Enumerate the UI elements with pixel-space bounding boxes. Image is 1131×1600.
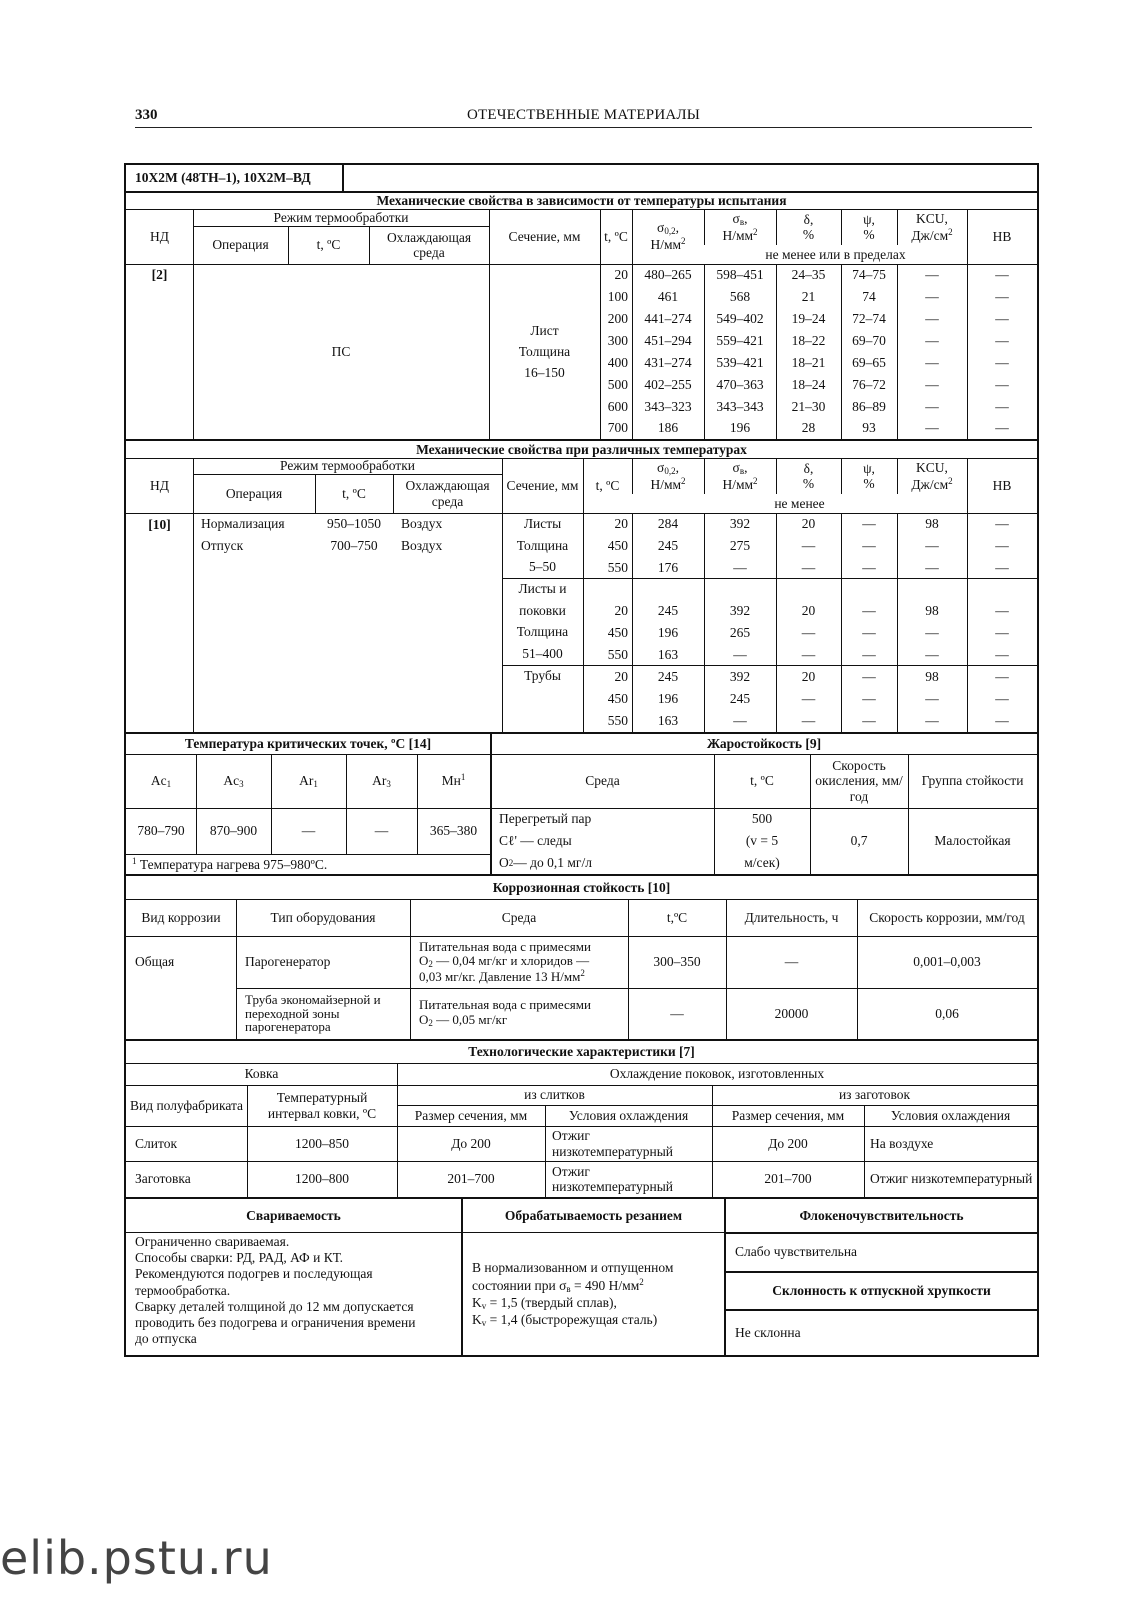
grade-name: 10Х2М (48ТН–1), 10Х2М–ВД	[135, 170, 311, 186]
data-cell: —	[995, 354, 1009, 370]
col-nd: НД	[150, 228, 169, 244]
corr-col-equipment: Тип оборудования	[270, 909, 376, 925]
data-cell: —	[995, 713, 1009, 729]
data-cell: —	[801, 559, 816, 575]
data-cell: —	[995, 376, 1009, 392]
data-cell: —	[733, 646, 747, 662]
section-line	[502, 687, 583, 709]
data-cell	[897, 578, 967, 600]
data-cell: 98	[925, 668, 939, 684]
page-number: 330	[135, 107, 158, 123]
section-title: Механические свойства при различных температурах	[416, 441, 747, 457]
cond-blank-2: Отжиг низкотемпературный	[870, 1171, 1033, 1187]
col-tensile-strength: $\sigma_в$, $Н/мм^2$	[722, 459, 758, 492]
data-cell: —	[925, 559, 939, 575]
data-cell: 441–274	[644, 311, 692, 327]
data-cell	[967, 578, 1037, 600]
crit-value: 365–380	[429, 823, 478, 839]
data-cell: 18–22	[791, 332, 826, 348]
data-cell: 69–65	[852, 354, 886, 370]
interval-ingot: 1200–850	[295, 1135, 349, 1151]
corr-col-temp: t,ºС	[666, 909, 688, 925]
data-cell: 18–21	[791, 354, 826, 370]
section-line: поковки	[519, 602, 566, 618]
crit-value: 870–900	[209, 823, 258, 839]
heat-environment: Перегретый пар Cℓ' — следы O 2 — до 0,1 мг/л	[499, 811, 592, 870]
col-cond-2: Условия охлаждения	[890, 1107, 1011, 1123]
data-cell: 93	[862, 420, 876, 436]
data-cell: —	[995, 624, 1009, 640]
data-cell: —	[801, 537, 816, 553]
data-cell: 21–30	[791, 398, 826, 414]
equipment-economizer-pipe: Труба экономайзерной и переходной зоны парогенератора	[245, 992, 381, 1035]
section-title: Технологические характеристики [7]	[468, 1044, 695, 1060]
data-cell: —	[801, 690, 816, 706]
heat-col-rate: Скорость окисления, мм/год	[815, 758, 903, 804]
corr-col-duration: Длительность, ч	[744, 909, 839, 925]
col-size-2: Размер сечения, мм	[731, 1107, 845, 1123]
col-treatment-temp: t, ºС	[342, 485, 366, 501]
col-elongation: δ, %	[802, 460, 815, 491]
duration-2: 20000	[774, 1005, 809, 1021]
data-cell: —	[925, 624, 939, 640]
col-yield-strength: $\sigma_{0,2}$, $Н/мм^2$	[650, 459, 686, 492]
heat-resistance-group: Малостойкая	[934, 833, 1011, 849]
data-cell	[704, 578, 776, 600]
temper-brittleness-value: Не склонна	[735, 1324, 801, 1340]
from-ingots: из слитков	[524, 1087, 585, 1103]
data-cell: 284	[657, 516, 679, 532]
data-cell: 450	[607, 537, 628, 553]
data-cell: 461	[657, 289, 679, 305]
site-watermark: elib.pstu.ru	[0, 1531, 273, 1585]
section-cell: Лист Толщина 16–150	[518, 323, 571, 380]
data-cell	[583, 578, 632, 600]
data-cell	[776, 578, 841, 600]
data-cell: 21	[801, 289, 816, 305]
col-cooling-medium: Охлаждающая среда	[386, 229, 472, 260]
cond-ingot-2: Отжиг низкотемпературный	[552, 1163, 674, 1194]
data-cell: 549–402	[716, 311, 764, 327]
data-cell	[841, 578, 897, 600]
data-cell: 245	[657, 537, 679, 553]
col-impact-toughness: KCU, $Дж/см^2$	[911, 211, 953, 243]
temp-1: 300–350	[653, 954, 701, 970]
data-cell: —	[925, 420, 939, 436]
machinability-title: Обрабатываемость резанием	[504, 1207, 683, 1223]
data-cell: 245	[657, 603, 679, 619]
data-cell: —	[995, 332, 1009, 348]
data-cell: 72–74	[852, 311, 886, 327]
nd-reference: [2]	[151, 267, 168, 282]
data-cell: —	[862, 646, 876, 662]
data-cell: —	[801, 713, 816, 729]
data-cell: —	[925, 690, 939, 706]
size-ingot-2: 201–700	[447, 1171, 495, 1187]
section-line: Толщина	[516, 624, 569, 640]
data-cell: —	[995, 289, 1009, 305]
data-cell: —	[925, 267, 939, 283]
data-cell: 550	[607, 713, 628, 729]
crit-footnote: $^1$ Температура нагрева 975–980ºС.	[132, 855, 328, 872]
section-line	[502, 710, 583, 732]
data-cell: 196	[657, 690, 679, 706]
heat-oxidation-rate: 0,7	[850, 833, 868, 849]
data-cell: —	[925, 646, 939, 662]
weld-machining-flaking	[126, 1197, 1037, 1355]
data-cell: 568	[729, 289, 751, 305]
temp-2: —	[670, 1005, 684, 1021]
data-cell: 24–35	[791, 267, 826, 283]
data-cell: 598–451	[716, 267, 764, 283]
data-cell: 20	[614, 267, 628, 283]
crit-title: Температура критических точек, ºС [14]	[184, 736, 432, 752]
data-cell: 20	[801, 516, 816, 532]
data-cell: 20	[614, 603, 628, 619]
col-reduction-area: ψ, %	[863, 460, 875, 491]
col-yield-strength: $\sigma_{0,2}$, $Н/мм^2$	[650, 220, 686, 253]
col-cond-1: Условия охлаждения	[568, 1107, 689, 1123]
data-cell: 392	[729, 603, 751, 619]
corr-col-type: Вид коррозии	[141, 909, 221, 925]
treatment-temps: 950–1050 700–750	[327, 516, 381, 553]
col-operation: Операция	[225, 485, 283, 501]
data-cell: 20	[614, 516, 628, 532]
col-test-temp: t, ºС	[595, 477, 620, 493]
col-heat-treatment: Режим термообработки	[273, 209, 409, 225]
data-cell: —	[862, 713, 876, 729]
data-cell: 196	[657, 624, 679, 640]
data-cell: —	[995, 646, 1009, 662]
running-title: ОТЕЧЕСТВЕННЫЕ МАТЕРИАЛЫ	[466, 107, 701, 123]
data-cell: 86–89	[852, 398, 886, 414]
data-cell: —	[925, 289, 939, 305]
col-reduction-area: ψ, %	[863, 211, 875, 242]
rate-1: 0,001–0,003	[913, 954, 981, 970]
data-cell: —	[995, 267, 1009, 283]
section-line: Толщина	[516, 537, 569, 553]
col-elongation: δ, %	[802, 211, 815, 242]
data-cell: —	[995, 516, 1009, 532]
col-nd: НД	[150, 477, 169, 493]
critical-points-and-heat-resistance	[126, 732, 1037, 874]
data-cell: —	[925, 354, 939, 370]
treatment-mode: ПС	[331, 343, 351, 359]
section-title: Механические свойства в зависимости от температуры испытания	[376, 193, 787, 209]
data-cell: 98	[925, 603, 939, 619]
data-cell: —	[801, 624, 816, 640]
data-cell: —	[925, 398, 939, 414]
data-cell: 20	[801, 603, 816, 619]
section-g2	[502, 578, 583, 665]
data-cell: 265	[729, 624, 751, 640]
data-cell: 470–363	[716, 376, 764, 392]
data-cell: —	[995, 311, 1009, 327]
data-cell: —	[925, 376, 939, 392]
data-cell: 100	[607, 289, 628, 305]
heat-col-group: Группа стойкости	[921, 773, 1024, 789]
col-size-1: Размер сечения, мм	[414, 1107, 528, 1123]
data-cell: —	[862, 624, 876, 640]
data-cell: 76–72	[852, 376, 886, 392]
data-cell: 402–255	[644, 376, 692, 392]
data-cell: 74	[862, 289, 876, 305]
data-cell: —	[925, 537, 939, 553]
corrosion-kind: Общая	[135, 954, 175, 970]
from-blanks: из заготовок	[838, 1087, 911, 1103]
data-cell: 245	[657, 668, 679, 684]
data-cell: 431–274	[644, 354, 692, 370]
data-cell: —	[995, 690, 1009, 706]
col-test-temp: t, ºС	[604, 228, 628, 244]
data-cell: —	[925, 311, 939, 327]
crit-col-head: $Ar_3$	[372, 773, 391, 790]
col-tensile-strength: $\sigma_в$, $Н/мм^2$	[722, 210, 758, 243]
weldability-text: Ограниченно свариваемая. Способы сварки: РД, РАД, АФ и КТ. Рекомендуются подогрев и последующая термообработка. Сварку деталей толщиной до 12 мм допускается проводить без подогрева и ограничения времени до отпуска	[135, 1234, 416, 1347]
data-cell: —	[925, 332, 939, 348]
forging-header: Ковка	[244, 1066, 279, 1082]
mech-properties-various-temperatures	[126, 439, 1037, 732]
data-cell: 392	[729, 516, 751, 532]
page-header	[135, 107, 1032, 128]
data-cell: —	[995, 559, 1009, 575]
data-cell: 343–343	[716, 398, 764, 414]
heat-title: Жаростойкость [9]	[706, 736, 822, 752]
col-impact-toughness: KCU, $Дж/см^2$	[911, 460, 953, 492]
material-datasheet	[124, 163, 1039, 1357]
data-cell: 451–294	[644, 332, 692, 348]
data-cell: 559–421	[716, 332, 764, 348]
col-hardness: НВ	[992, 228, 1012, 244]
cooling-header: Охлаждение поковок, изготовленных	[609, 1066, 825, 1082]
crit-col-head: $Ac_3$	[223, 773, 244, 790]
data-cell: 69–70	[852, 332, 886, 348]
corr-col-rate: Скорость коррозии, мм/год	[869, 909, 1025, 925]
data-cell: 500	[607, 376, 628, 392]
data-cell: 600	[607, 398, 628, 414]
corrosion-resistance	[126, 874, 1037, 1039]
crit-value: 780–790	[137, 823, 185, 839]
section-title: Коррозионная стойкость [10]	[492, 879, 671, 895]
crit-col-head: $Ar_1$	[299, 773, 318, 790]
data-cell: —	[995, 668, 1009, 684]
data-cell: —	[862, 668, 876, 684]
data-cell: 700	[607, 420, 628, 436]
data-cell: 550	[607, 559, 628, 575]
cond-ingot: Отжиг низкотемпературный	[552, 1128, 674, 1159]
machinability-text: В нормализованном и отпущенном состоянии при $\sigma_в = 490$ $Н/мм^2$ $K_v = 1,5$ (твердый сплав), $K_v = 1,4$ (быстрорежущая сталь)	[472, 1259, 674, 1329]
operations: Нормализация Отпуск	[201, 516, 285, 553]
data-cell: 480–265	[644, 267, 692, 283]
col-forging-interval: Температурный интервал ковки, ºС	[267, 1090, 377, 1121]
data-cell: 550	[607, 646, 628, 662]
crit-col-head: $Ac_1$	[150, 773, 172, 790]
col-cooling-medium: Охлаждающая среда	[405, 478, 490, 509]
cooling-media: Воздух Воздух	[401, 516, 443, 553]
data-cell: —	[862, 690, 876, 706]
data-cell: 450	[607, 690, 628, 706]
data-cell: 19–24	[791, 311, 826, 327]
data-cell: 200	[607, 311, 628, 327]
col-heat-treatment: Режим термообработки	[279, 458, 415, 474]
data-cell: 98	[925, 516, 939, 532]
data-cell: 343–323	[644, 398, 692, 414]
size-ingot: До 200	[451, 1135, 491, 1151]
col-treatment-temp: t, ºС	[316, 237, 341, 253]
duration-1: —	[784, 954, 799, 970]
rate-2: 0,06	[935, 1005, 959, 1021]
data-cell: 392	[729, 668, 751, 684]
data-cell: 74–75	[852, 267, 886, 283]
data-cell: —	[801, 646, 816, 662]
grade-row	[126, 165, 1037, 191]
section-g1	[502, 513, 583, 578]
data-cell: —	[862, 537, 876, 553]
data-cell: —	[733, 713, 747, 729]
limit-note: не менее или в пределах	[704, 245, 967, 264]
crit-value: —	[301, 823, 316, 839]
section-line: Листы	[523, 515, 562, 531]
crit-col-head: $Мн^1$	[441, 772, 466, 789]
col-operation: Операция	[212, 237, 269, 253]
corr-col-environment: Среда	[501, 909, 537, 925]
data-cell: 28	[801, 420, 816, 436]
environment-1: Питательная вода с примесями $O_2$ — 0,04 мг/кг и хлоридов — 0,03 мг/кг. Давление 13 $Н/мм^2$	[419, 939, 591, 985]
data-cell: 18–24	[791, 376, 826, 392]
data-cell	[632, 578, 704, 600]
crit-value: —	[374, 823, 389, 839]
section-line: 5–50	[529, 559, 556, 575]
heat-temperature: 500 (v = 5 м/сек)	[744, 811, 780, 870]
data-cell: —	[862, 603, 876, 619]
temper-brittleness-title: Склонность к отпускной хрупкости	[772, 1282, 991, 1298]
section-line: 51–400	[522, 646, 563, 662]
col-section: Сечение, мм	[508, 228, 581, 244]
data-cell: —	[862, 559, 876, 575]
data-cell: —	[995, 398, 1009, 414]
data-cell: —	[925, 713, 939, 729]
size-blank-2: 201–700	[764, 1171, 812, 1187]
data-cell: 400	[607, 354, 628, 370]
interval-blank: 1200–800	[295, 1171, 349, 1187]
data-cell: 275	[729, 537, 751, 553]
section-line: Листы и	[518, 580, 567, 596]
col-hardness: НВ	[992, 477, 1012, 493]
data-cell: —	[995, 537, 1009, 553]
data-cell: 450	[607, 624, 628, 640]
section-line: Трубы	[524, 668, 561, 684]
data-cell: 20	[801, 668, 816, 684]
data-cell: 245	[729, 690, 751, 706]
col-section: Сечение, мм	[506, 477, 579, 493]
equipment-steam-generator: Парогенератор	[245, 954, 331, 970]
flaking-title: Флокеночувствительность	[799, 1207, 964, 1223]
data-cell: 163	[657, 646, 679, 662]
data-cell: —	[995, 420, 1009, 436]
data-cell: 300	[607, 332, 628, 348]
data-cell: 196	[729, 420, 751, 436]
data-cell: 20	[614, 668, 628, 684]
nd-reference: [10]	[148, 517, 171, 532]
data-cell: —	[862, 516, 876, 532]
col-semi-product: Вид полуфабриката	[129, 1097, 244, 1113]
data-cell: —	[733, 559, 747, 575]
environment-2: Питательная вода с примесями $O_2$ — 0,05 мг/кг	[419, 997, 591, 1028]
weldability-title: Свариваемость	[246, 1207, 341, 1223]
data-cell: 163	[657, 713, 679, 729]
data-cell: 176	[657, 559, 679, 575]
data-cell: 186	[657, 420, 679, 436]
kind-blank: Заготовка	[135, 1171, 191, 1187]
limit-note: не менее	[632, 494, 967, 513]
section-g3	[502, 665, 583, 732]
data-cell: 539–421	[716, 354, 764, 370]
mech-properties-by-test-temperature	[126, 191, 1037, 439]
flaking-value: Слабо чувствительна	[735, 1244, 858, 1260]
heat-col-temp: t, ºС	[750, 773, 774, 789]
size-blank-1: До 200	[768, 1135, 808, 1151]
cond-blank-1: На воздухе	[870, 1135, 934, 1151]
heat-col-env: Среда	[585, 773, 620, 789]
data-cell: —	[995, 603, 1009, 619]
kind-ingot: Слиток	[135, 1135, 177, 1151]
technological-characteristics	[126, 1039, 1037, 1197]
